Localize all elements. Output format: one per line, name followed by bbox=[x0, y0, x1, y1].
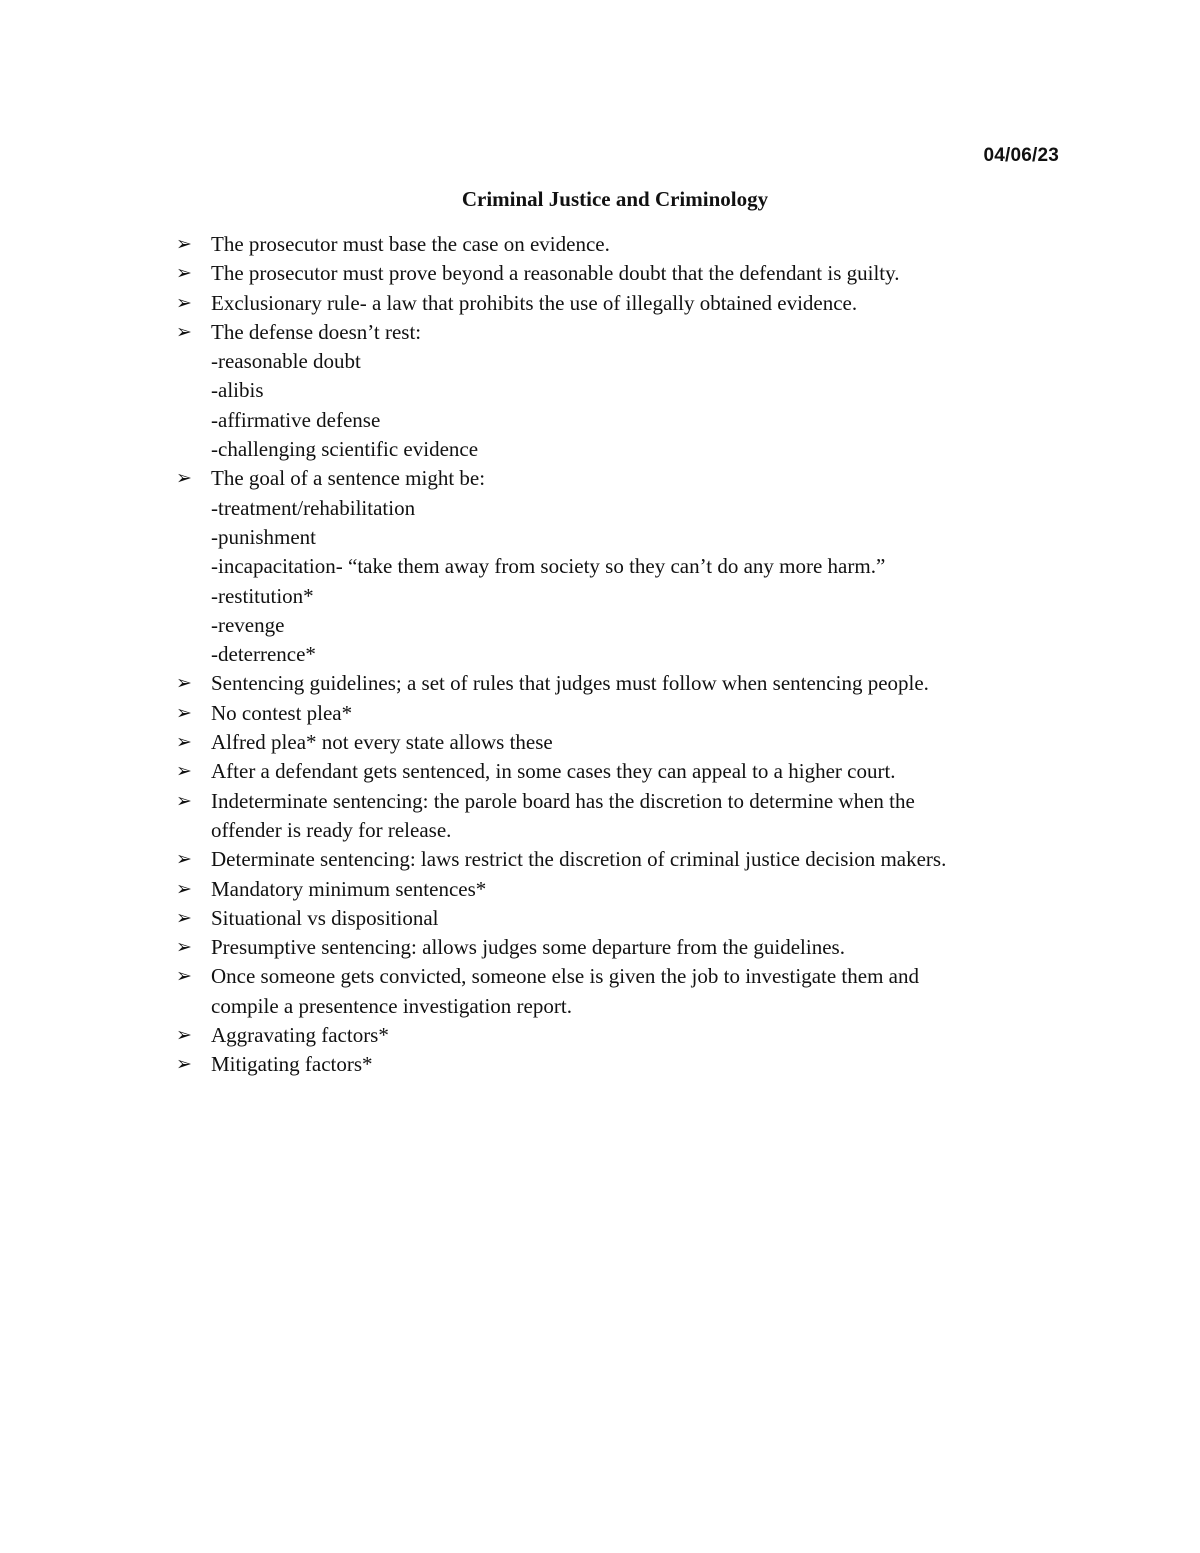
arrow-bullet-icon: ➢ bbox=[176, 789, 192, 812]
note-text: Sentencing guidelines; a set of rules that judges must follow when sentencing people. bbox=[211, 671, 929, 696]
note-item bbox=[176, 845, 1056, 874]
note-item bbox=[176, 1021, 1056, 1050]
note-item bbox=[176, 230, 1056, 259]
note-text: The prosecutor must prove beyond a reasonable doubt that the defendant is guilty. bbox=[211, 261, 900, 286]
arrow-bullet-icon: ➢ bbox=[176, 848, 192, 871]
notes-list bbox=[176, 230, 1056, 1080]
note-text: Mandatory minimum sentences* bbox=[211, 876, 487, 901]
arrow-bullet-icon: ➢ bbox=[176, 1053, 192, 1076]
arrow-bullet-icon: ➢ bbox=[176, 760, 192, 783]
note-text: Aggravating factors* bbox=[211, 1023, 389, 1048]
arrow-bullet-icon: ➢ bbox=[176, 233, 192, 255]
arrow-bullet-icon: ➢ bbox=[176, 906, 192, 929]
arrow-bullet-icon: ➢ bbox=[176, 701, 192, 724]
arrow-bullet-icon: ➢ bbox=[176, 291, 192, 314]
note-text: Indeterminate sentencing: the parole board has the discretion to determine when the bbox=[211, 788, 915, 813]
note-item bbox=[176, 728, 1056, 757]
arrow-bullet-icon: ➢ bbox=[176, 320, 192, 343]
note-text: Alfred plea* not every state allows these bbox=[211, 730, 553, 755]
note-item bbox=[176, 464, 1056, 669]
note-subline: -reasonable doubt bbox=[211, 349, 361, 374]
note-subline: -deterrence* bbox=[211, 642, 316, 667]
note-item bbox=[176, 259, 1056, 288]
note-item bbox=[176, 699, 1056, 728]
note-subline: -treatment/rehabilitation bbox=[211, 495, 416, 520]
note-item bbox=[176, 787, 1056, 846]
note-item bbox=[176, 669, 1056, 698]
note-subline: offender is ready for release. bbox=[211, 817, 452, 842]
note-subline: -incapacitation- “take them away from society so they can’t do any more harm.” bbox=[211, 554, 886, 579]
note-item bbox=[176, 289, 1056, 318]
note-subline: -alibis bbox=[211, 378, 264, 403]
note-date: 04/06/23 bbox=[983, 145, 1059, 166]
note-item bbox=[176, 962, 1056, 1021]
arrow-bullet-icon: ➢ bbox=[176, 965, 192, 988]
note-text: Situational vs dispositional bbox=[211, 905, 439, 930]
arrow-bullet-icon: ➢ bbox=[176, 731, 192, 754]
note-subline: -challenging scientific evidence bbox=[211, 437, 479, 462]
note-text: Determinate sentencing: laws restrict the discretion of criminal justice decision makers. bbox=[211, 847, 947, 872]
note-text: The goal of a sentence might be: bbox=[211, 466, 486, 491]
arrow-bullet-icon: ➢ bbox=[176, 936, 192, 959]
note-subline: compile a presentence investigation report. bbox=[211, 993, 572, 1018]
note-text: After a defendant gets sentenced, in some cases they can appeal to a higher court. bbox=[211, 759, 896, 784]
arrow-bullet-icon: ➢ bbox=[176, 262, 192, 285]
note-text: Presumptive sentencing: allows judges some departure from the guidelines. bbox=[211, 935, 845, 960]
note-text: No contest plea* bbox=[211, 700, 353, 725]
arrow-bullet-icon: ➢ bbox=[176, 1024, 192, 1047]
note-item bbox=[176, 875, 1056, 904]
note-item bbox=[176, 904, 1056, 933]
document-title: Criminal Justice and Criminology bbox=[461, 187, 769, 211]
note-item bbox=[176, 318, 1056, 464]
note-text: Once someone gets convicted, someone else is given the job to investigate them and bbox=[211, 964, 919, 989]
note-subline: -punishment bbox=[211, 524, 316, 549]
note-text: Exclusionary rule- a law that prohibits the use of illegally obtained evidence. bbox=[211, 290, 858, 315]
note-item bbox=[176, 933, 1056, 962]
note-subline: -revenge bbox=[211, 612, 285, 637]
note-subline: -restitution* bbox=[211, 583, 314, 608]
note-text: The defense doesn’t rest: bbox=[211, 319, 422, 344]
note-item bbox=[176, 757, 1056, 786]
note-subline: -affirmative defense bbox=[211, 407, 381, 432]
arrow-bullet-icon: ➢ bbox=[176, 877, 192, 900]
arrow-bullet-icon: ➢ bbox=[176, 467, 192, 490]
note-item bbox=[176, 1050, 1056, 1079]
note-text: The prosecutor must base the case on evidence. bbox=[211, 232, 610, 256]
note-text: Mitigating factors* bbox=[211, 1052, 373, 1077]
arrow-bullet-icon: ➢ bbox=[176, 672, 192, 695]
